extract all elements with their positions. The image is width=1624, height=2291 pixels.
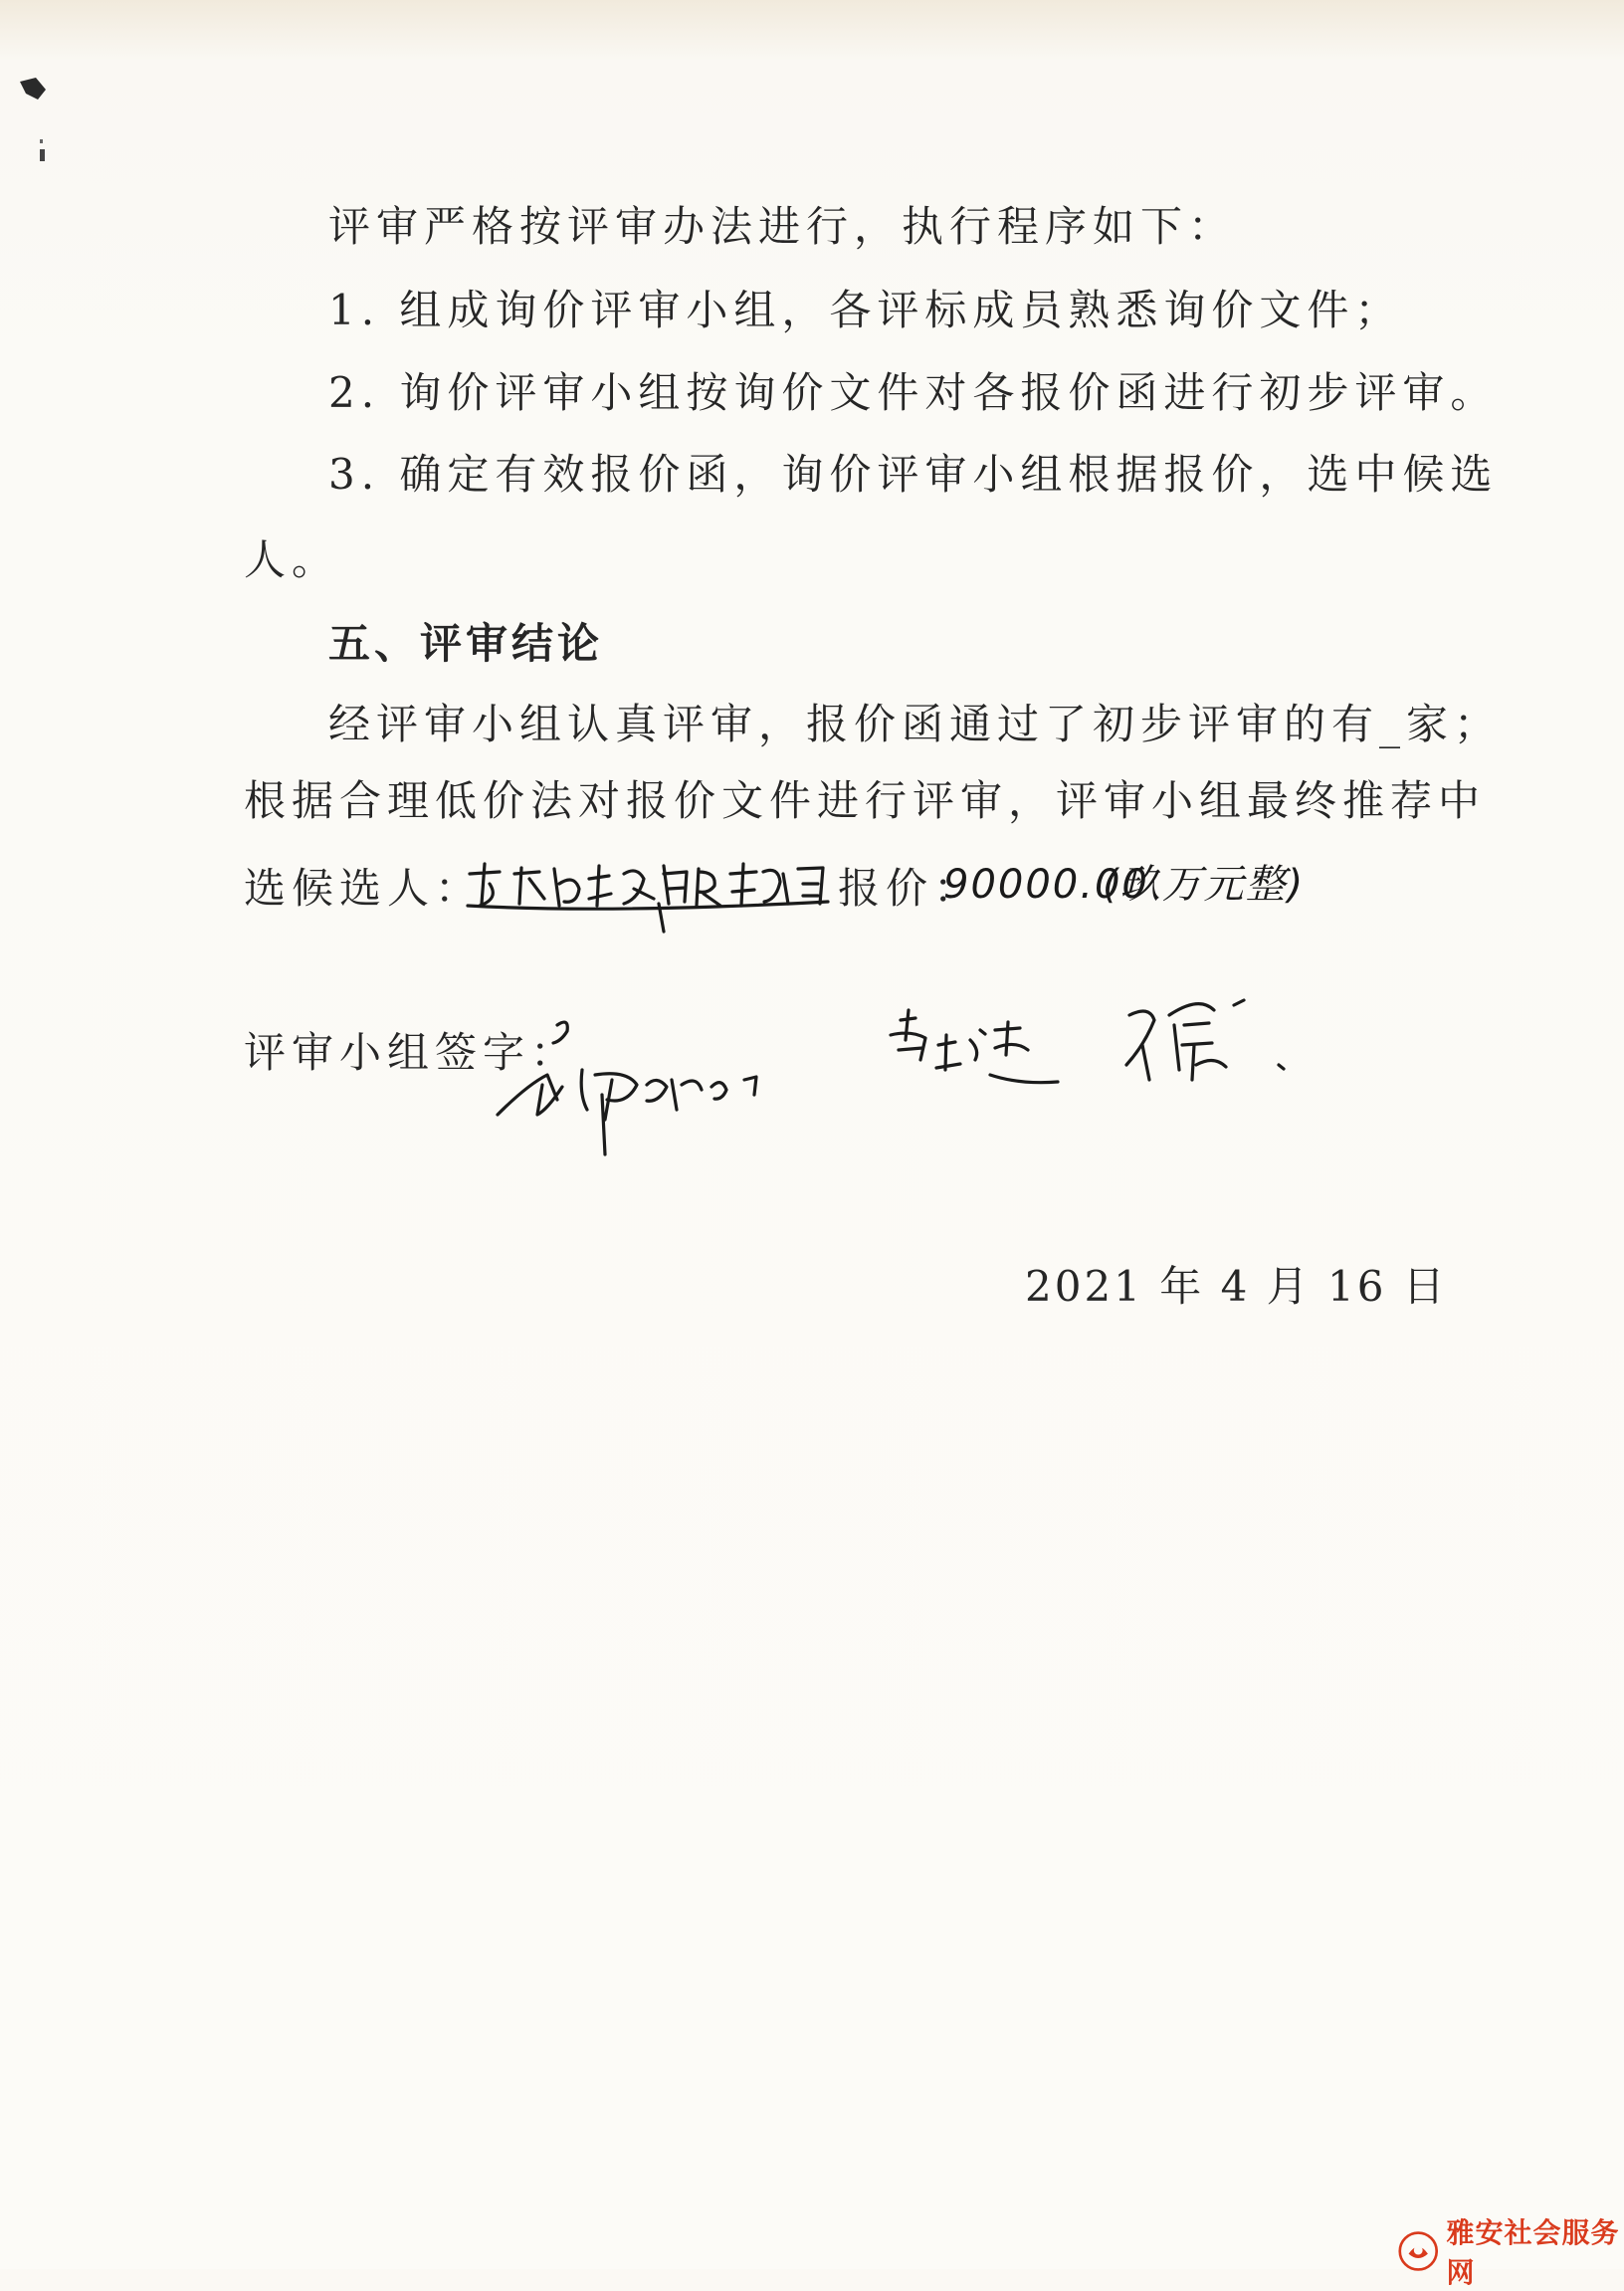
- reviewer-signature-1: [488, 1015, 816, 1164]
- watermark-logo-icon: [1398, 2228, 1438, 2274]
- price-value-handwritten: 90000.00: [943, 862, 1149, 908]
- price-label: 报价：: [838, 864, 982, 913]
- step-3-text-line2: 人。: [244, 535, 340, 584]
- section-5-heading: 五、评审结论: [328, 619, 604, 668]
- reviewer-signature-3: [1115, 985, 1304, 1095]
- document-date: 2021 年 4 月 16 日: [1025, 1262, 1448, 1311]
- step-3-text-line1: 3. 确定有效报价函，询价评审小组根据报价，选中候选: [328, 450, 1499, 499]
- candidate-label: 选候选人：: [244, 864, 484, 913]
- conclusion-line1: 经评审小组认真评审，报价函通过了初步评审的有_家；: [328, 700, 1503, 748]
- scan-mark-icon: [18, 70, 58, 179]
- step-1-text: 1. 组成询价评审小组，各评标成员熟悉询价文件；: [328, 286, 1403, 334]
- signature-label: 评审小组签字：: [244, 1028, 579, 1077]
- intro-text: 评审严格按评审办法进行，执行程序如下：: [328, 202, 1237, 251]
- watermark-text: 雅安社会服务网: [1446, 2216, 1620, 2289]
- step-2-text: 2. 询价评审小组按询价文件对各报价函进行初步评审。: [328, 368, 1499, 417]
- price-words-handwritten: (玖万元整): [1103, 862, 1306, 908]
- reviewer-signature-2: [881, 1000, 1080, 1110]
- conclusion-line2: 根据合理低价法对报价文件进行评审，评审小组最终推荐中: [244, 776, 1487, 825]
- watermark: [1398, 2211, 1624, 2291]
- candidate-name-handwriting: [460, 844, 848, 934]
